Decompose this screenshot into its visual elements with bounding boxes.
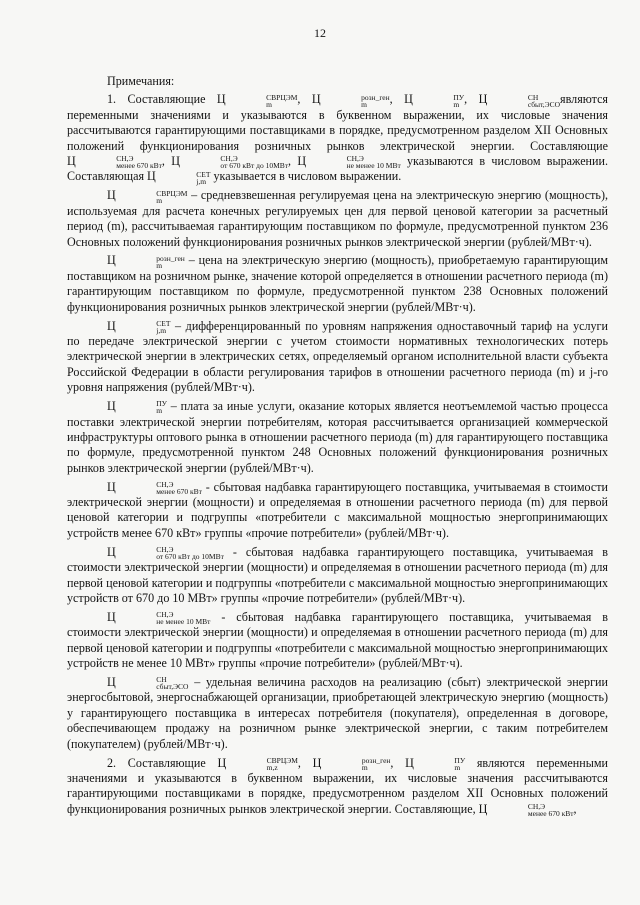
def-pu: Ц ПУ m – плата за иные услуги, оказание которых является неотъемлемой частью процесса поставки электрической энергии потребителям, которая рассчитывается организацией коммерческой инфраструктуры оптового рынка в отношении расчетного периода (m) для гарантирующего поставщика по формуле, предусмотренной пунктом 248 Основных положений функционирования розничных рынков электрической энергии (рублей/МВт·ч). — [67, 399, 608, 475]
page-number: 12 — [314, 26, 326, 40]
def-rozn-gen: Ц розн_ген m – цена на электрическую энергию (мощность), приобретаемую гарантирующим поставщиком на розничном рынке, значение которой определяется в отношении расчетного периода (m) гарантирующим поставщиком по формуле, предусмотренной пунктом 238 Основных положений функционирования розничных рынков электрической энергии (рублей/МВт·ч). — [67, 253, 608, 314]
def-from670: Ц СН,Э от 670 кВт до 10МВт - сбытовая надбавка гарантирующего поставщика, учитываемая в стоимости электрической энергии (мощности) и определяемая в отношении расчетного периода (m) для первой ценовой категории и подгруппы «потребители с максимальной мощностью энергопринимающих устройств от 670 до 10 МВт» группы «прочие потребители» (рублей/МВт·ч). — [67, 544, 608, 605]
symbol-c-set: Ц СЕТ j,m — [147, 169, 211, 186]
symbol-c-670-10: Ц СН,Э от 670 кВт до 10МВт — [171, 154, 289, 171]
def-sbyt: Ц СН сбыт,ЭСО – удельная величина расходов на реализацию (сбыт) электрической энергии энергосбытовой, энергоснабжающей организации, приобретающей электрическую энергию (мощность) у гарантирующего поставщика в интересах потребителя (покупателя), определенная в договоре, обеспечивающем продажу на розничном рынке электрической энергии, с таким потребителем (покупателем) (рублей/МВт·ч). — [67, 675, 608, 751]
def-set: Ц СЕТ j,m – дифференцированный по уровням напряжения одноставочный тариф на услуги по передаче электрической энергии с учетом стоимости нормативных технологических потерь электрической энергии в электрических сетях, определяемый органом исполнительной власти субъекта Российской Федерации в области регулирования тарифов в отношении расчетного периода (m) и j-го уровня напряжения (рублей/МВт·ч). — [67, 318, 608, 395]
symbol-c-less670: Ц СН,Э менее 670 кВт — [67, 154, 162, 171]
note-2: 2. Составляющие Ц СВРЦЭМ m,z , Ц розн_ген m , Ц ПУ m являются переменными значениями и указываются в буквенном выражении, их числовые значения рассчитываются гарантирующими поставщиками в порядке, предусмотренном разделом XII Основных положений функционирования розничных рынков электрической энергии. Составляющие, Ц СН,Э менее 670 кВт , — [67, 755, 608, 818]
symbol-c-sn-sbyt: Ц СН сбыт,ЭСО — [478, 92, 561, 109]
def-ge10: Ц СН,Э не менее 10 МВт - сбытовая надбавка гарантирующего поставщика, учитываемая в стоимости электрической энергии (мощности) и определяемая в отношении расчетного периода (m) для первой ценовой категории и подгруппы «потребители с максимальной мощностью энергопринимающих устройств не менее 10 МВт» группы «прочие потребители» (рублей/МВт·ч). — [67, 609, 608, 671]
symbol-c-svrcem: Ц СВРЦЭМ m — [216, 92, 298, 109]
note-1: 1. Составляющие Ц СВРЦЭМ m , Ц розн_ген m , Ц ПУ m , Ц СН сбыт,ЭСО являются переменными значениями и указываются в буквенном выражении, их числовые значения рассчитываются гарантирующими поставщиками в порядке, предусмотренном разделом XII Основных положений функционирования розничных рынков электрической энергии. Составляющие Ц СН,Э менее 670 кВт , Ц СН,Э от 670 кВт до 10МВт , Ц СН,Э не менее 10 МВт указываются в числовом выражении. Составляющая Ц СЕТ j,m указывается в числовом выражении. — [67, 92, 608, 186]
document-body — [67, 74, 608, 821]
symbol-c-ge10: Ц СН,Э не менее 10 МВт — [297, 154, 401, 171]
symbol-c-rozn-gen: Ц розн_ген m — [311, 92, 390, 109]
def-less670: Ц СН,Э менее 670 кВт - сбытовая надбавка гарантирующего поставщика, учитываемая в стоимости электрической энергии (мощности) и определяемая в отношении расчетного периода (m) для первой ценовой категории и подгруппы «потребители с максимальной мощностью энергопринимающих устройств менее 670 кВт» группы «прочие потребители» (рублей/МВт·ч). — [67, 479, 609, 540]
symbol-c-pu: Ц ПУ m — [404, 92, 465, 109]
notes-heading: Примечания: — [107, 74, 175, 88]
def-svrcem: Ц СВРЦЭМ m – средневзвешенная регулируемая цена на электрическую энергию (мощность), используемая для расчета конечных регулируемых цен для первой ценовой категории за расчетный период (m), рассчитываемая гарантирующим поставщиком по формуле, предусмотренной пунктом 236 Основных положений функционирования розничных рынков электрической энергии (рублей/МВт·ч). — [67, 188, 608, 249]
